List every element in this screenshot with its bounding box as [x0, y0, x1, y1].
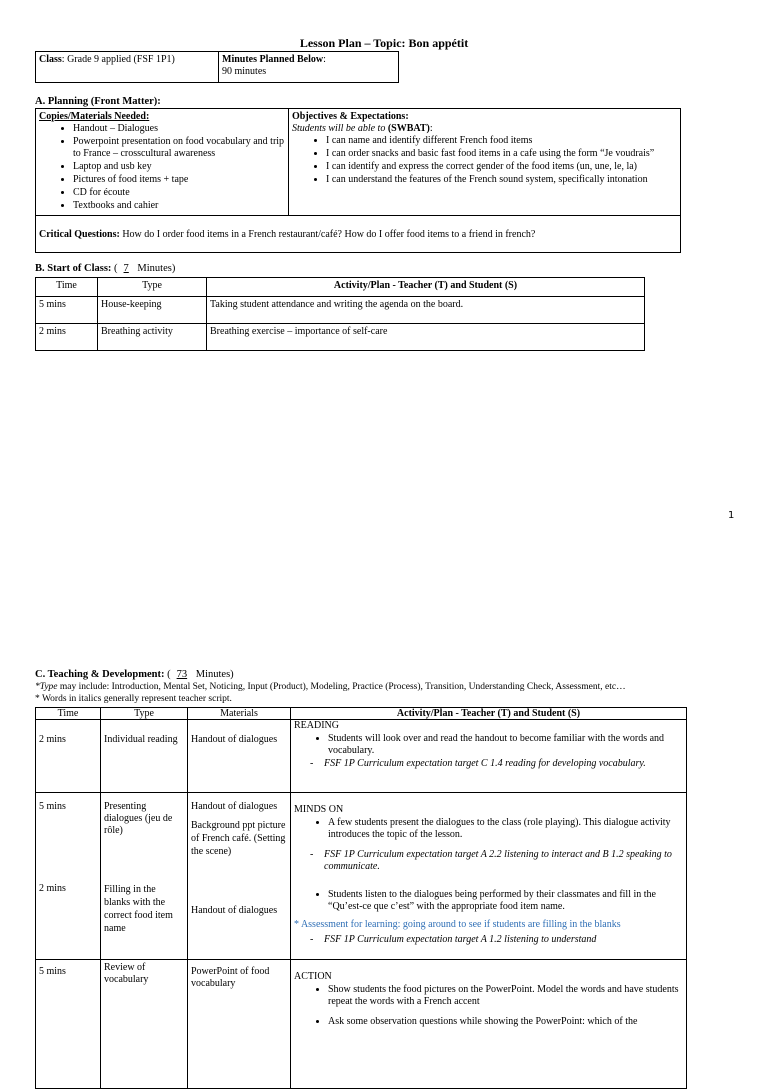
header-materials: Materials — [188, 708, 291, 720]
type-note: *Type may include: Introduction, Mental Set, Noticing, Input (Product), Modeling, Practice (Process), Transition, Understanding Check, Assessment, etc… — [35, 682, 626, 692]
list-item: • Students listen to the dialogues being performed by their classmates and fill in the “Qu’est-ce que c’est” with the appropriate food item name. — [328, 889, 683, 913]
objectives-list — [292, 135, 677, 186]
list-item: - FSF 1P Curriculum expectation target C 1.4 reading for developing vocabulary. — [324, 758, 683, 770]
start-minutes: 7 — [123, 263, 129, 274]
table-row: 2 mins Breathing activity Breathing exercise – importance of self-care — [36, 324, 645, 351]
activity-label: ACTION — [294, 971, 332, 982]
list-item: • I can order snacks and basic fast food items in a cafe using the form “Je voudrais” — [326, 148, 677, 160]
planning-table — [35, 108, 681, 253]
header-type: Type — [101, 708, 188, 720]
header-time: Time — [36, 708, 101, 720]
class-value: Grade 9 applied (FSF 1P1) — [67, 54, 175, 65]
header-type: Type — [98, 278, 207, 297]
table-row: 5 mins 2 mins Presenting dialogues (jeu de rôle) Filling in the blanks with the correct food item name Handout of dialogues Background ppt picture of French café. (Setting the scene) Handout of dialogues MINDS ON • A few students present the dialogues to the class (role playing). This dialogue activity introduces the topic of the lesson. - FSF 1P Curriculum expectation target A 2.2 listening to interact and B 1.2 speaking to communicate. • Students listen to the dialogues being performed by their classmates and fill in the “Qu’est-ce que c’est” with the appropriate food item name. * Assessment for learning: going around to see if students are filling in the blanks - FSF 1P Curriculum expectation target A 1.2 listening to understand — [36, 793, 687, 960]
table-row: 5 mins Review of vocabulary PowerPoint of food vocabulary ACTION • Show students the food pictures on the PowerPoint. Model the words and have students repeat the words with a French accent • Ask some observation questions while showing the PowerPoint: which of the — [36, 960, 687, 1089]
teaching-minutes: 73 — [176, 669, 188, 680]
list-item: - FSF 1P Curriculum expectation target A 1.2 listening to understand — [324, 934, 683, 946]
list-item: • Textbooks and cahier — [73, 200, 285, 212]
header-activity: Activity/Plan - Teacher (T) and Student (S) — [291, 708, 687, 720]
activity-label: READING — [294, 720, 339, 731]
list-item: • CD for écoute — [73, 187, 285, 199]
table-row: 2 mins Individual reading Handout of dialogues READING • Students will look over and read the handout to become familiar with the words and vocabulary. - FSF 1P Curriculum expectation target C 1.4 reading for developing vocabulary. — [36, 720, 687, 793]
minutes-value: 90 minutes — [222, 66, 267, 77]
teaching-table — [35, 707, 687, 1089]
list-item: • Show students the food pictures on the PowerPoint. Model the words and have students repeat the words with a French accent — [328, 984, 683, 1008]
action-activity — [291, 960, 687, 1089]
start-of-class-table — [35, 277, 645, 351]
list-item: • I can understand the features of the French sound system, specifically intonation — [326, 174, 677, 186]
minds-on-activity — [291, 793, 687, 960]
copies-heading: Copies/Materials Needed: — [39, 111, 150, 122]
list-item: • Laptop and usb key — [73, 161, 285, 173]
page-title: Lesson Plan – Topic: Bon appétit — [299, 36, 469, 50]
list-item: • I can name and identify different French food items — [326, 135, 677, 147]
list-item: • I can identify and express the correct gender of the food items (un, une, le, la) — [326, 161, 677, 173]
header-time: Time — [36, 278, 98, 297]
copies-list — [39, 123, 285, 212]
activity-label: MINDS ON — [294, 804, 344, 815]
italics-note: * Words in italics generally represent teacher script. — [35, 694, 232, 704]
list-item: - FSF 1P Curriculum expectation target A 2.2 listening to interact and B 1.2 speaking to communicate. — [324, 849, 683, 873]
copies-cell — [36, 109, 289, 216]
list-item: • Students will look over and read the handout to become familiar with the words and vocabulary. — [328, 733, 683, 757]
section-a-heading: A. Planning (Front Matter): — [35, 96, 161, 107]
class-cell: Class: Grade 9 applied (FSF 1P1) — [36, 52, 219, 83]
section-b-heading: B. Start of Class: ( 7 Minutes) — [35, 263, 176, 274]
list-item: • A few students present the dialogues to the class (role playing). This dialogue activity introduces the topic of the lesson. — [328, 817, 683, 841]
objectives-heading: Objectives & Expectations: — [292, 111, 409, 122]
reading-activity — [291, 720, 687, 793]
objectives-intro: Students will be able to (SWBAT): — [292, 123, 433, 134]
list-item: • Ask some observation questions while showing the PowerPoint: which of the — [328, 1016, 683, 1028]
assessment-note: * Assessment for learning: going around to see if students are filling in the blanks — [294, 919, 621, 930]
section-c-heading: C. Teaching & Development: ( 73 Minutes) — [35, 669, 234, 680]
critical-questions-cell: Critical Questions: How do I order food items in a French restaurant/café? How do I offer food items to a friend in french? — [36, 216, 681, 253]
table-row: 5 mins House-keeping Taking student attendance and writing the agenda on the board. — [36, 297, 645, 324]
page-number: 1 — [728, 510, 735, 521]
list-item: • Powerpoint presentation on food vocabulary and trip to France – crosscultural awareness — [73, 136, 285, 160]
header-activity: Activity/Plan - Teacher (T) and Student (S) — [207, 278, 645, 297]
objectives-cell — [289, 109, 681, 216]
minutes-cell: Minutes Planned Below: 90 minutes — [219, 52, 399, 83]
list-item: • Handout – Dialogues — [73, 123, 285, 135]
critical-questions-text: How do I order food items in a French restaurant/café? How do I offer food items to a friend in french? — [122, 228, 536, 240]
class-info-table — [35, 51, 399, 83]
list-item: • Pictures of food items + tape — [73, 174, 285, 186]
